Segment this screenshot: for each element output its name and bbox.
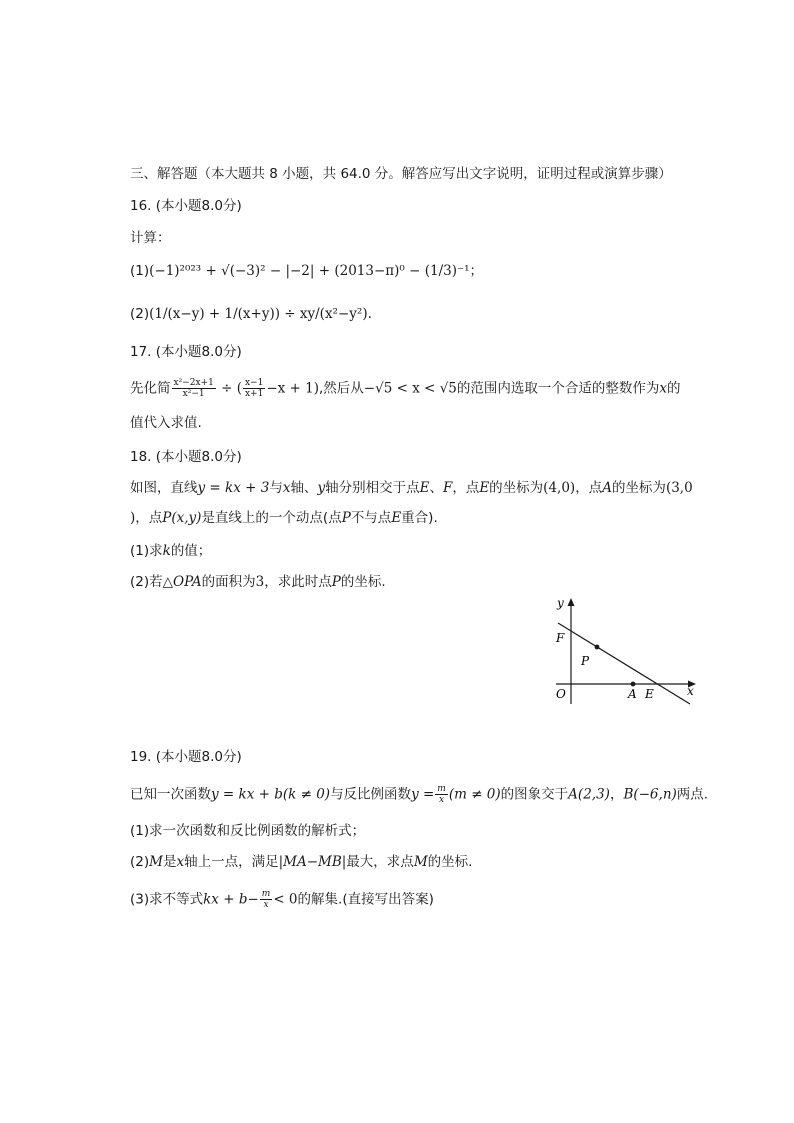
q17-var-x: x — [659, 380, 668, 397]
q19-part1: (1)求一次函数和反比例函数的解析式； — [130, 823, 366, 839]
q19-eq1: y = kx + b(k ≠ 0) — [211, 786, 331, 803]
q19-p2-M: M — [149, 854, 163, 870]
q17-text-b: ,然后从 — [319, 380, 364, 397]
q18-text-d: 轴分别相交于点 — [325, 480, 420, 496]
q18-part1 — [130, 541, 211, 561]
q19-p2-e: 的坐标. — [427, 854, 473, 870]
q17-text-d: 的 — [667, 380, 681, 397]
q16-part1 — [130, 261, 483, 281]
q18-text-e: ，点 — [452, 480, 480, 496]
q18-coord-E: (4,0) — [543, 480, 576, 496]
figure-line — [558, 623, 690, 704]
q17-fraction-2: $\frac{x-1}{x+1}$ — [244, 378, 264, 399]
q19-text-b: 与反比例函数 — [330, 786, 412, 803]
figure-point-A — [631, 682, 636, 687]
q18-p2-val: 3 — [255, 574, 265, 590]
q19-p2-a: (2) — [130, 854, 150, 870]
q17-text-c: 的范围内选取一个合适的整数作为 — [456, 380, 660, 397]
q18-header: 18. (本小题8.0分) — [130, 449, 242, 465]
figure-label-O: O — [556, 687, 566, 701]
q18-text-f: 的坐标为 — [489, 480, 544, 496]
q18-text-g: ，点 — [575, 480, 603, 496]
q18-p1-end: 的值； — [170, 543, 212, 559]
q18-F: F — [442, 480, 453, 496]
q18-line2 — [130, 508, 438, 528]
q19-text-d: 两点. — [676, 786, 709, 803]
q18-text-b: 与 — [269, 480, 283, 496]
q18-P2: P — [341, 510, 351, 526]
q18-p2-b: 的面积为 — [201, 574, 256, 590]
q18-figure — [548, 594, 704, 710]
q17-header: 17. (本小题8.0分) — [130, 344, 242, 360]
q18-p2-d: 的坐标. — [340, 574, 386, 590]
q18-point-P: P(x,y) — [162, 510, 202, 526]
q18-E1: E — [419, 480, 430, 496]
q19-p3-expr-a: kx + b− — [203, 891, 259, 908]
q18-text-a: 如图，直线 — [130, 480, 198, 496]
q18-E2: E — [479, 480, 490, 496]
q18-x: x — [282, 480, 291, 496]
q17-fraction-1: $\frac{\text{x²−2x+1}}{\text{x²−1}}$ — [173, 378, 214, 399]
q18-A: A — [602, 480, 612, 496]
figure-label-E: E — [645, 687, 654, 701]
q17-range: −√5 < x < √5 — [363, 380, 457, 397]
q19-p2-d: 最大，求点 — [346, 854, 414, 870]
q19-eq2-post: (m ≠ 0) — [448, 786, 501, 803]
figure-label-A: A — [628, 687, 637, 701]
q19-part2 — [130, 852, 472, 872]
q19-p2-b: 是 — [162, 854, 177, 870]
q19-part3 — [130, 889, 434, 910]
q18-E3: E — [391, 510, 402, 526]
q18-text-c: 轴、 — [290, 480, 318, 496]
q19-p3-x: x — [263, 900, 269, 910]
q18-p2-a: (2)若 — [130, 574, 163, 590]
q19-p3-a: (3)求不等式 — [130, 891, 204, 908]
q18-comma: 、 — [429, 480, 443, 496]
q17-text-a: 先化简 — [130, 380, 171, 397]
q17-div: ÷ ( — [216, 380, 242, 397]
q19-sep: ， — [609, 786, 624, 803]
q19-pt-A: A(2,3) — [568, 786, 610, 803]
q19-text-a: 已知一次函数 — [130, 786, 211, 803]
q16-header: 16. (本小题8.0分) — [130, 198, 242, 214]
q18-p2-c: ，求此时点 — [264, 574, 332, 590]
figure-y-arrow — [568, 598, 575, 606]
q19-header: 19. (本小题8.0分) — [130, 749, 242, 765]
q19-eq2-pre: y = — [411, 786, 435, 803]
q18-line2-c: 不与点 — [350, 510, 392, 526]
figure-label-F: F — [556, 631, 565, 645]
q16-part1-label: (1) — [130, 263, 150, 279]
q17-line2: 值代入求值. — [130, 415, 202, 431]
q16-part2 — [130, 304, 372, 324]
q18-line2-b: 是直线上的一个动点(点 — [201, 510, 342, 526]
q19-frac-x: x — [439, 795, 445, 805]
q19-p3-m: m — [261, 889, 271, 899]
q18-eq: y = kx + 3 — [197, 480, 270, 496]
q16-part1-expr: (−1)²⁰²³ + √(−3)² − |−2| + (2013−π)⁰ − (1/3)⁻¹； — [149, 263, 484, 279]
q19-p3-fraction — [260, 889, 273, 910]
q18-line2-d: 重合). — [401, 510, 438, 526]
q19-p3-b: 的解集.(直接写出答案) — [297, 891, 434, 908]
figure-label-y: y — [557, 596, 564, 610]
q18-p2-P: P — [331, 574, 341, 590]
q19-p2-c: 轴上一点，满足 — [184, 854, 279, 870]
figure-label-P: P — [581, 654, 590, 668]
q19-p2-x: x — [176, 854, 185, 870]
q18-p1-k: k — [162, 543, 171, 559]
q19-fraction — [435, 784, 448, 805]
q17-line1 — [130, 378, 681, 399]
q19-line1 — [130, 784, 708, 805]
q18-part2 — [130, 572, 386, 592]
figure-point-P — [595, 645, 600, 650]
q16-intro: 计算： — [130, 230, 171, 246]
q18-line1 — [130, 478, 693, 498]
q19-text-c: 的图象交于 — [500, 786, 569, 803]
q19-pt-B: B(−6,n) — [623, 786, 677, 803]
q19-p2-abs: |MA−MB| — [278, 854, 347, 870]
q16-part2-label: (2) — [130, 306, 150, 322]
q18-text-h: 的坐标为 — [611, 480, 666, 496]
figure-label-x: x — [687, 684, 694, 698]
q19-p3-expr-b: < 0 — [273, 891, 298, 908]
q19-p2-M2: M — [413, 854, 428, 870]
q19-frac-m: m — [437, 784, 446, 794]
q18-line2-a: )，点 — [130, 510, 163, 526]
q18-p1-a: (1)求 — [130, 543, 163, 559]
q18-coord-A: (3,0 — [665, 480, 693, 496]
q18-y: y — [317, 480, 326, 496]
section-heading: 三、解答题（本大题共 8 小题，共 64.0 分。解答应写出文字说明，证明过程或演算步骤） — [130, 166, 672, 182]
q18-p2-tri: △OPA — [162, 574, 202, 590]
q17-tail: −x + 1) — [266, 380, 319, 397]
q16-part2-expr: (1/(x−y) + 1/(x+y)) ÷ xy/(x²−y²). — [149, 306, 372, 322]
